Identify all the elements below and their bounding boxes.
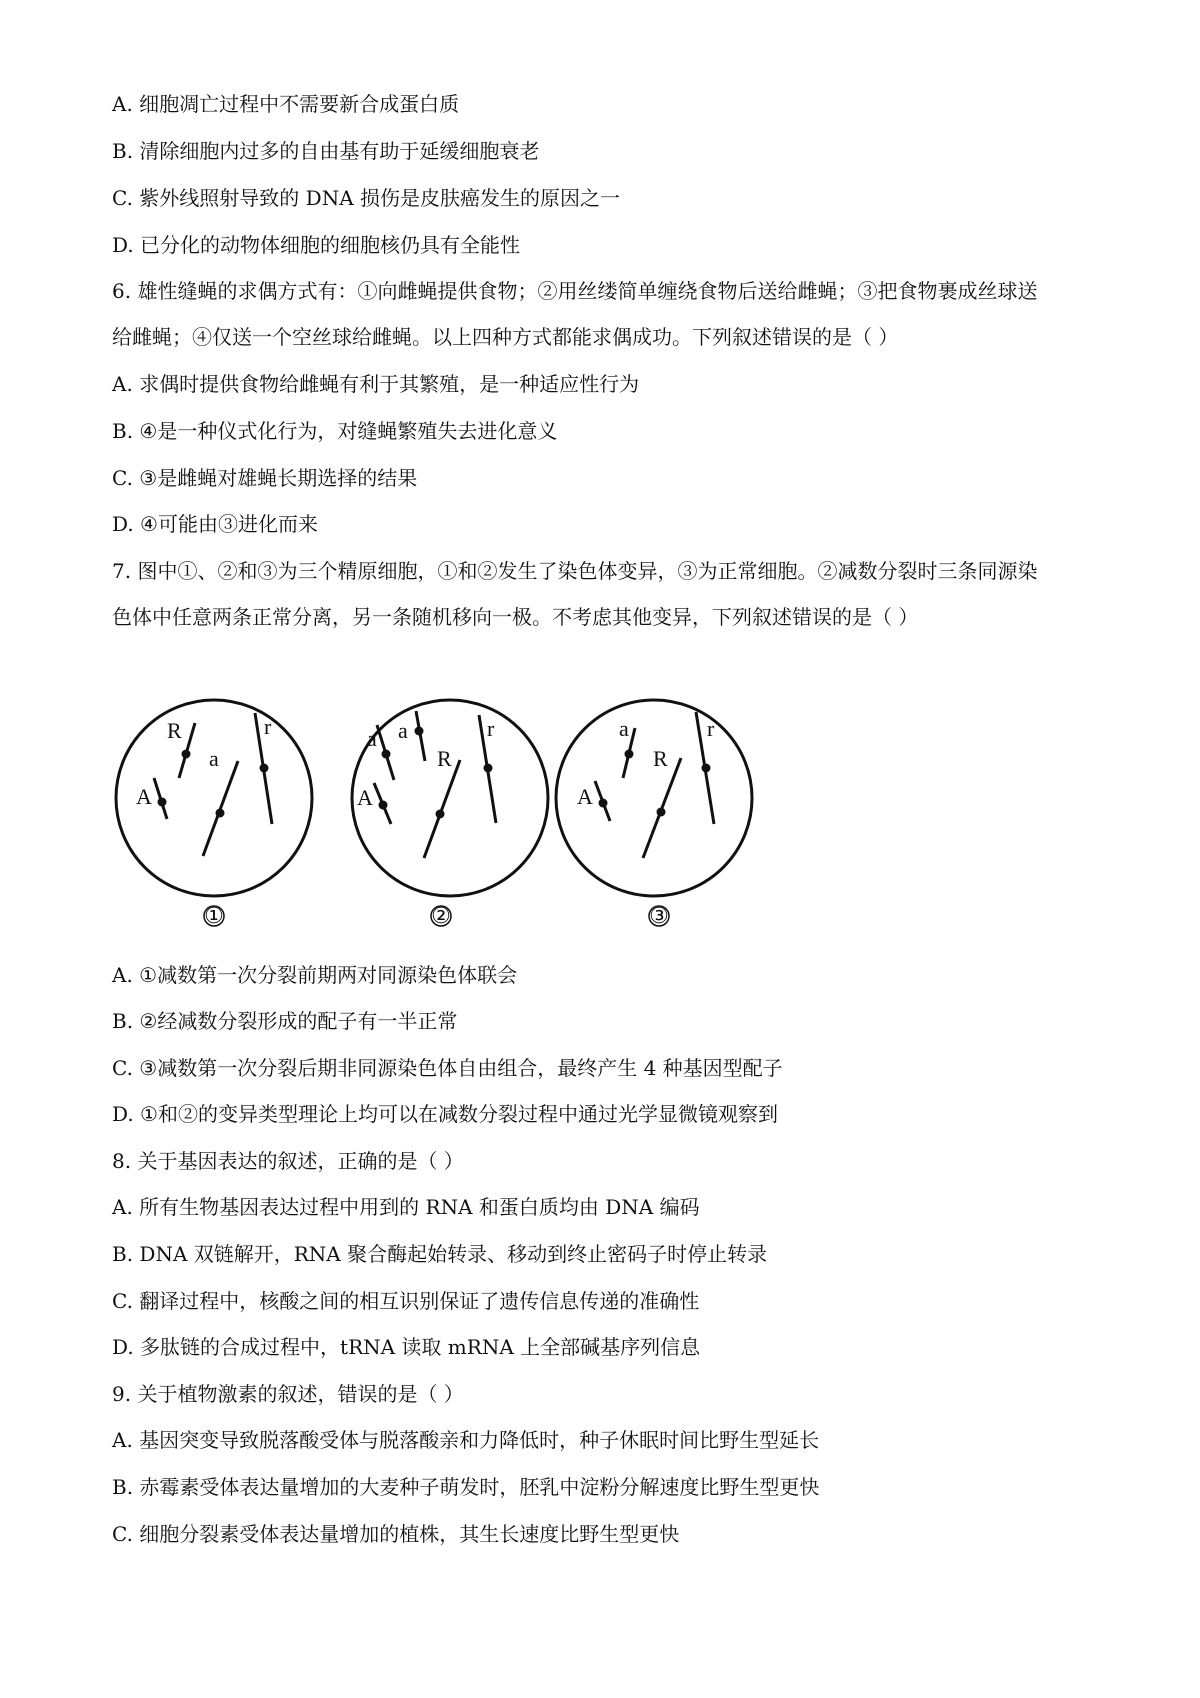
cell-1-centromere-R — [182, 750, 191, 759]
q5-option-d: D. 已分化的动物体细胞的细胞核仍具有全能性 — [112, 233, 521, 257]
cell-3-caption: ③ — [649, 904, 669, 929]
q5-option-a: A. 细胞凋亡过程中不需要新合成蛋白质 — [112, 92, 460, 116]
cell-2-centromere-a-right — [415, 727, 424, 736]
q6-option-c: C. ③是雌蝇对雄蝇长期选择的结果 — [112, 466, 418, 490]
q7-option-c: C. ③减数第一次分裂后期非同源染色体自由组合，最终产生 4 种基因型配子 — [112, 1056, 783, 1080]
cell-2-centromere-a-left — [382, 750, 391, 759]
cell-1-chromosome-a — [203, 761, 238, 856]
q8-option-b: B. DNA 双链解开，RNA 聚合酶起始转录、移动到终止密码子时停止转录 — [112, 1242, 768, 1266]
q7-stem-line-2: 色体中任意两条正常分离，另一条随机移向一极。不考虑其他变异，下列叙述错误的是（ ） — [112, 605, 919, 629]
spermatogonia-figure — [110, 688, 830, 948]
q8-option-c: C. 翻译过程中，核酸之间的相互识别保证了遗传信息传递的准确性 — [112, 1289, 700, 1313]
q9-option-a: A. 基因突变导致脱落酸受体与脱落酸亲和力降低时，种子休眠时间比野生型延长 — [112, 1428, 820, 1452]
cell-1-centromere-r — [260, 764, 269, 773]
cell-3-gene-a: a — [619, 716, 629, 741]
cell-1-caption: ① — [204, 904, 224, 929]
spermatogonia-diagram — [110, 688, 830, 948]
cell-1-centromere-a — [216, 809, 225, 818]
q5-option-b: B. 清除细胞内过多的自由基有助于延缓细胞衰老 — [112, 139, 540, 163]
cell-2-gene-r: r — [487, 716, 495, 741]
cell-3-centromere-R — [657, 808, 666, 817]
cell-2-gene-a-right: a — [398, 718, 408, 743]
cell-2-centromere-A — [379, 801, 388, 810]
cell-2-gene-a-left: a — [367, 726, 377, 751]
cell-3-centromere-A — [599, 799, 608, 808]
q7-option-b: B. ②经减数分裂形成的配子有一半正常 — [112, 1009, 458, 1033]
cell-1-gene-a: a — [209, 746, 219, 771]
q5-option-c: C. 紫外线照射导致的 DNA 损伤是皮肤癌发生的原因之一 — [112, 186, 620, 210]
cell-3-centromere-a — [625, 750, 634, 759]
cell-3 — [556, 700, 752, 929]
cell-1-centromere-A — [158, 798, 167, 807]
cell-3-gene-R: R — [653, 746, 668, 771]
cell-2-chromosome-a-right — [416, 711, 425, 761]
cell-1 — [116, 700, 312, 929]
q6-stem-line-2: 给雌蝇；④仅送一个空丝球给雌蝇。以上四种方式都能求偶成功。下列叙述错误的是（ ） — [112, 325, 899, 349]
cell-1-gene-R: R — [167, 718, 182, 743]
cell-2-caption: ② — [431, 904, 451, 929]
cell-2 — [352, 700, 548, 929]
cell-3-centromere-r — [702, 764, 711, 773]
q8-option-a: A. 所有生物基因表达过程中用到的 RNA 和蛋白质均由 DNA 编码 — [112, 1195, 700, 1219]
q6-option-d: D. ④可能由③进化而来 — [112, 512, 318, 536]
cell-2-centromere-r — [484, 764, 493, 773]
q9-option-c: C. 细胞分裂素受体表达量增加的植株，其生长速度比野生型更快 — [112, 1522, 680, 1546]
cell-3-gene-A: A — [577, 784, 593, 809]
q6-stem-line-1: 6. 雄性缝蝇的求偶方式有：①向雌蝇提供食物；②用丝缕简单缠绕食物后送给雌蝇；③把食物裹成丝球送 — [112, 279, 1038, 303]
cell-2-centromere-R — [436, 810, 445, 819]
q9-option-b: B. 赤霉素受体表达量增加的大麦种子萌发时，胚乳中淀粉分解速度比野生型更快 — [112, 1475, 820, 1499]
q7-option-a: A. ①减数第一次分裂前期两对同源染色体联会 — [112, 963, 518, 987]
q7-stem-line-1: 7. 图中①、②和③为三个精原细胞，①和②发生了染色体变异，③为正常细胞。②减数分裂时三条同源染 — [112, 559, 1038, 583]
q7-option-d: D. ①和②的变异类型理论上均可以在减数分裂过程中通过光学显微镜观察到 — [112, 1102, 778, 1126]
q6-option-a: A. 求偶时提供食物给雌蝇有利于其繁殖，是一种适应性行为 — [112, 372, 640, 396]
cell-2-gene-A: A — [357, 785, 373, 810]
q9-stem: 9. 关于植物激素的叙述，错误的是（ ） — [112, 1382, 464, 1406]
cell-2-chromosome-R — [424, 760, 460, 858]
q8-option-d: D. 多肽链的合成过程中，tRNA 读取 mRNA 上全部碱基序列信息 — [112, 1335, 701, 1359]
q6-option-b: B. ④是一种仪式化行为，对缝蝇繁殖失去进化意义 — [112, 419, 558, 443]
cell-1-gene-A: A — [136, 784, 152, 809]
q8-stem: 8. 关于基因表达的叙述，正确的是（ ） — [112, 1149, 464, 1173]
cell-2-gene-R: R — [437, 746, 452, 771]
cell-1-gene-r: r — [264, 714, 272, 739]
cell-3-gene-r: r — [707, 716, 715, 741]
